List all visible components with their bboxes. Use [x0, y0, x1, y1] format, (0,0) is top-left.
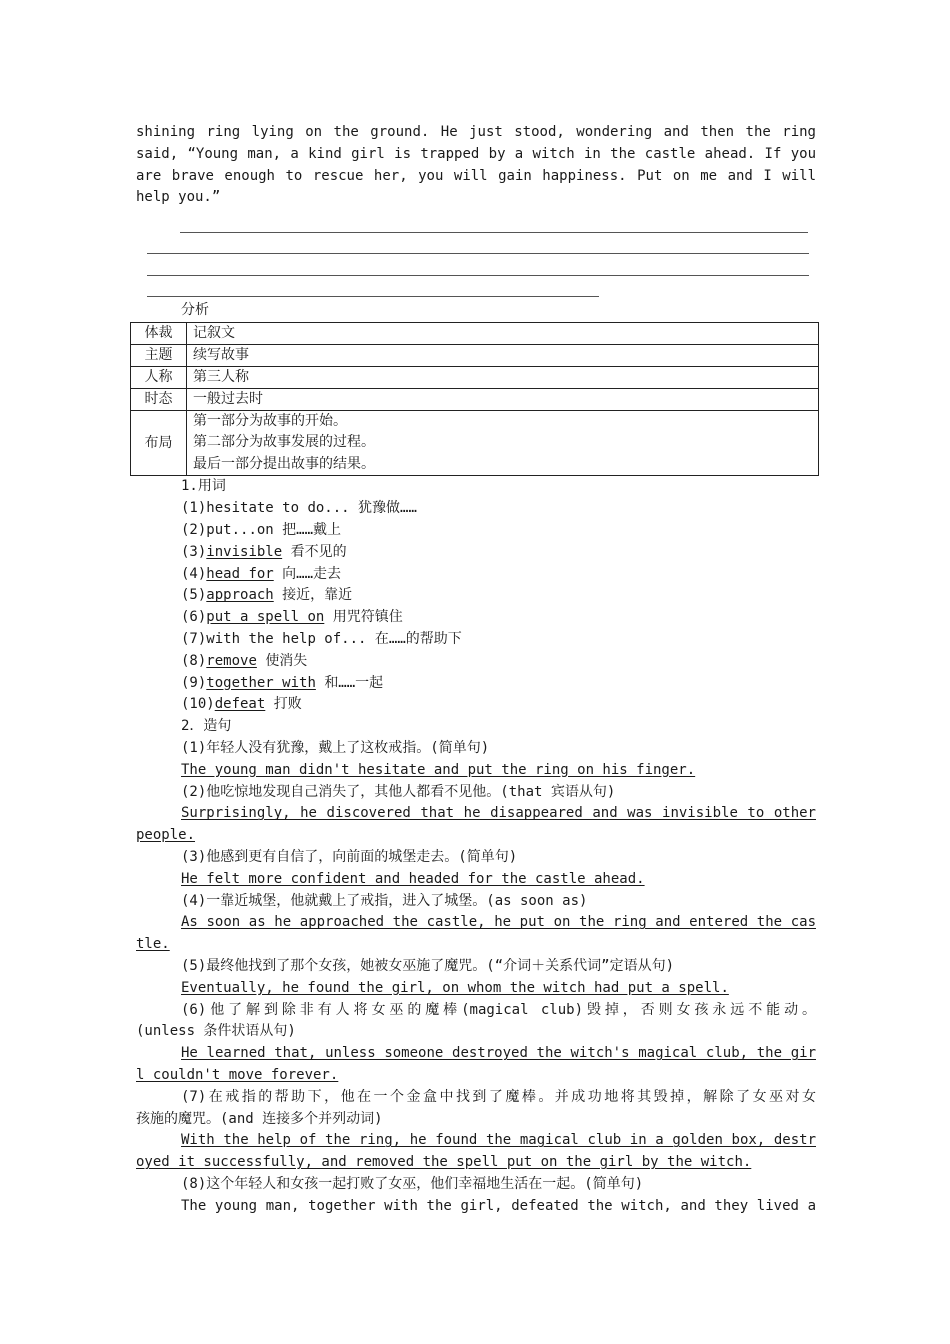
sentence-answer: The young man, together with the girl, defeated the witch, and they lived a — [181, 1197, 816, 1214]
layout-line: 第二部分为故事发展的过程。 — [193, 434, 375, 451]
answer-text: oyed it successfully, and removed the spell put on the girl by the witch. — [136, 1154, 752, 1171]
vocab-item — [136, 694, 816, 716]
vocab-section — [136, 476, 816, 716]
table-row — [131, 366, 819, 388]
sentence-item — [136, 782, 816, 847]
vocab-number: (2) — [181, 522, 207, 539]
sentence-prompt: (1)年轻人没有犹豫，戴上了这枚戒指。(简单句) — [181, 740, 490, 757]
blank-line — [147, 276, 599, 298]
sentence-answer: He learned that, unless someone destroyed the witch's magical club, the gir — [181, 1045, 816, 1062]
sentence-answer — [136, 978, 816, 1000]
answer-text: He felt more confident and headed for the castle ahead. — [181, 870, 645, 887]
analysis-heading: 分析 — [181, 302, 209, 319]
sentence-prompt: (7)在戒指的帮助下，他在一个金盒中找到了魔棒。并成功地将其毁掉，解除了女巫对女 — [181, 1088, 816, 1105]
vocab-meaning: 用咒符镇住 — [332, 609, 403, 626]
vocab-meaning: 在……的帮助下 — [374, 631, 462, 648]
vocab-meaning: 使消失 — [265, 652, 308, 669]
vocab-meaning: 和……一起 — [324, 674, 384, 691]
vocab-number: (3) — [181, 543, 207, 560]
answer-blank-lines — [136, 211, 816, 297]
sentence-prompt: (2)他吃惊地发现自己消失了，其他人都看不见他。(that 宾语从句) — [181, 783, 616, 800]
vocab-meaning: 犹豫做…… — [358, 500, 417, 517]
vocab-number: (1) — [181, 500, 207, 517]
table-value: 一般过去时 — [187, 388, 819, 410]
vocab-term: head for — [206, 565, 274, 582]
vocab-number: (9) — [181, 674, 207, 691]
table-key: 时态 — [131, 388, 187, 410]
sentence-item — [136, 847, 816, 891]
table-value — [187, 410, 819, 476]
vocab-term: invisible — [206, 543, 283, 560]
sentence-answer: As soon as he approached the castle, he put on the ring and entered the cas — [181, 914, 816, 931]
vocab-item — [136, 542, 816, 564]
layout-line: 第一部分为故事的开始。 — [193, 412, 347, 429]
vocab-meaning: 看不见的 — [290, 543, 347, 560]
sentence-answer: With the help of the ring, he found the magical club in a golden box, destr — [181, 1132, 816, 1149]
table-value: 第三人称 — [187, 366, 819, 388]
sentence-prompt: (6)他了解到除非有人将女巫的魔棒(magical club)毁掉，否则女孩永远不能动。 — [181, 1001, 816, 1018]
vocab-item — [136, 564, 816, 586]
passage-line: are brave enough to rescue her, you will gain happiness. Put on me and I will — [136, 167, 816, 184]
table-row — [131, 388, 819, 410]
vocab-item — [136, 520, 816, 542]
layout-line: 最后一部分提出故事的结果。 — [193, 455, 375, 472]
answer-text: The young man didn't hesitate and put the ring on his finger. — [181, 761, 696, 778]
vocab-item — [136, 651, 816, 673]
sentence-prompt: (5)最终他找到了那个女孩，她被女巫施了魔咒。(“介词＋关系代词”定语从句) — [181, 958, 674, 975]
vocab-term: put...on — [206, 522, 274, 539]
vocab-term: remove — [206, 652, 257, 669]
vocab-meaning: 把……戴上 — [282, 522, 342, 539]
answer-text: l couldn't move forever. — [136, 1067, 339, 1083]
vocab-item — [136, 498, 816, 520]
sentence-prompt: (unless 条件状语从句) — [136, 1023, 296, 1040]
table-key: 人称 — [131, 366, 187, 388]
vocab-number: (8) — [181, 652, 207, 669]
vocab-number: (4) — [181, 565, 207, 582]
table-value: 记叙文 — [187, 322, 819, 344]
document-page — [136, 122, 816, 1218]
sentence-list — [136, 738, 816, 1218]
sentence-item — [136, 738, 816, 782]
vocab-item — [136, 629, 816, 651]
sentence-section — [136, 716, 816, 1217]
sentence-prompt: 孩施的魔咒。(and 连接多个并列动词) — [136, 1110, 383, 1127]
sentence-answer — [136, 934, 816, 956]
table-row — [131, 410, 819, 476]
analysis-table — [130, 322, 819, 477]
vocab-list — [136, 498, 816, 716]
vocab-term: defeat — [214, 696, 266, 713]
vocab-item — [136, 607, 816, 629]
sentence-heading: 2．造句 — [181, 718, 232, 735]
vocab-term: with the help of... — [206, 631, 367, 648]
vocab-meaning: 接近，靠近 — [282, 587, 353, 604]
vocab-heading: 1.用词 — [181, 478, 226, 495]
passage-line: said, “Young man, a kind girl is trapped by a witch in the castle ahead. If you — [136, 145, 816, 162]
vocab-number: (7) — [181, 631, 207, 648]
table-key: 布局 — [131, 410, 187, 476]
sentence-item — [136, 956, 816, 1000]
vocab-item — [136, 585, 816, 607]
answer-text: people. — [136, 827, 196, 844]
sentence-item — [136, 891, 816, 956]
sentence-answer — [136, 1065, 816, 1087]
table-value: 续写故事 — [187, 344, 819, 366]
sentence-item — [136, 1000, 816, 1087]
blank-line — [147, 254, 809, 276]
vocab-item — [136, 673, 816, 695]
vocab-meaning: 打败 — [273, 696, 302, 713]
story-passage — [136, 122, 816, 209]
sentence-answer — [136, 825, 816, 847]
sentence-answer — [136, 1152, 816, 1174]
vocab-term: hesitate to do... — [206, 500, 350, 517]
blank-line — [180, 211, 808, 233]
vocab-term: approach — [206, 587, 274, 604]
table-row — [131, 344, 819, 366]
vocab-term: put a spell on — [206, 609, 325, 626]
sentence-prompt: (3)他感到更有自信了，向前面的城堡走去。(简单句) — [181, 849, 518, 866]
sentence-item — [136, 1174, 816, 1218]
sentence-answer: Surprisingly, he discovered that he disappeared and was invisible to other — [181, 805, 816, 822]
passage-line: help you.” — [136, 189, 221, 206]
blank-line — [147, 233, 809, 255]
vocab-number: (6) — [181, 609, 207, 626]
table-key: 体裁 — [131, 322, 187, 344]
sentence-prompt: (8)这个年轻人和女孩一起打败了女巫，他们幸福地生活在一起。(简单句) — [181, 1175, 644, 1192]
answer-text: tle. — [136, 936, 170, 953]
table-key: 主题 — [131, 344, 187, 366]
sentence-prompt: (4)一靠近城堡，他就戴上了戒指，进入了城堡。(as soon as) — [181, 892, 588, 909]
answer-text: Eventually, he found the girl, on whom the witch had put a spell. — [181, 979, 729, 996]
passage-line: shining ring lying on the ground. He just stood, wondering and then the ring — [136, 124, 816, 140]
vocab-meaning: 向……走去 — [282, 565, 342, 582]
sentence-answer — [136, 760, 816, 782]
table-row — [131, 322, 819, 344]
vocab-number: (10) — [181, 696, 215, 713]
sentence-answer — [136, 869, 816, 891]
sentence-item — [136, 1087, 816, 1174]
vocab-number: (5) — [181, 587, 207, 604]
vocab-term: together with — [206, 674, 316, 691]
